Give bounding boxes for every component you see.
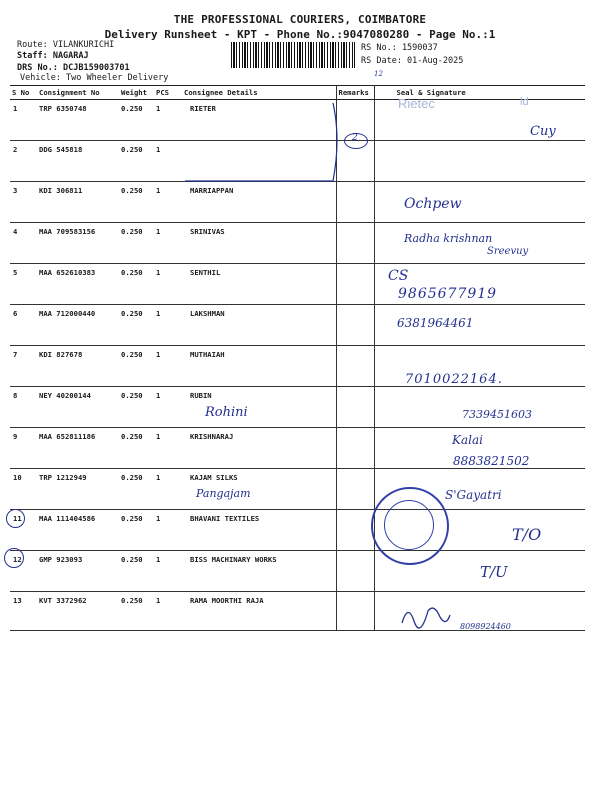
signature-row8: Rohini [205, 405, 248, 420]
col-header-remarks: Remarks [336, 86, 374, 100]
cell-weight: 0.250 [119, 387, 154, 428]
signature-row10b: S'Gayatri [445, 488, 502, 502]
cell-pcs: 1 [154, 223, 182, 264]
cell-sno: 12 [10, 551, 37, 592]
cell-remarks [336, 223, 374, 264]
cell-remarks [336, 387, 374, 428]
cell-weight: 0.250 [119, 510, 154, 551]
col-header-pcs: PCS [154, 86, 182, 100]
col-header-sno: S No [10, 86, 37, 100]
cell-consignee: MARRIAPPAN [182, 182, 336, 223]
cell-remarks [336, 428, 374, 469]
cell-pcs: 1 [154, 428, 182, 469]
phone-row5: 9865677919 [398, 286, 498, 302]
handwritten-mark: 12 [374, 70, 383, 78]
cell-pcs: 1 [154, 346, 182, 387]
cell-consignment-no: MAA 712000440 [37, 305, 119, 346]
cell-weight: 0.250 [119, 141, 154, 182]
col-header-consignment: Consignment No [37, 86, 119, 100]
bracket-mark [183, 99, 343, 185]
cell-consignee: MUTHAIAH [182, 346, 336, 387]
cell-consignment-no: MAA 652610383 [37, 264, 119, 305]
cell-consignment-no: GMP 923093 [37, 551, 119, 592]
table-row [10, 387, 585, 428]
cell-weight: 0.250 [119, 551, 154, 592]
cell-pcs: 1 [154, 305, 182, 346]
cell-weight: 0.250 [119, 469, 154, 510]
cell-consignment-no: DDG 545818 [37, 141, 119, 182]
staff-label: Staff: NAGARAJ [17, 51, 89, 61]
faded-stamp-impression: Rietec [398, 96, 435, 111]
cell-sno: 8 [10, 387, 37, 428]
col-header-seal: Seal & Signature [374, 86, 585, 100]
signature-row13-scribble [398, 597, 453, 637]
cell-consignee: SENTHIL [182, 264, 336, 305]
col-header-weight: Weight [119, 86, 154, 100]
sno-circle-11 [6, 509, 25, 528]
cell-consignee: LAKSHMAN [182, 305, 336, 346]
signature-row10: Pangajam [196, 487, 251, 500]
cell-sno: 5 [10, 264, 37, 305]
cell-consignment-no: KDI 306811 [37, 182, 119, 223]
cell-sno: 11 [10, 510, 37, 551]
rs-date: RS Date: 01-Aug-2025 [361, 56, 464, 66]
cell-consignment-no: KDI 827678 [37, 346, 119, 387]
table-row [10, 223, 585, 264]
cell-consignee: SRINIVAS [182, 223, 336, 264]
cell-pcs: 1 [154, 592, 182, 631]
signature-row3: Ochpew [404, 196, 462, 212]
signature-row9: Kalai [452, 433, 483, 447]
cell-consignee: BHAVANI TEXTILES [182, 510, 336, 551]
cell-sno: 6 [10, 305, 37, 346]
cell-remarks [336, 305, 374, 346]
cell-pcs: 1 [154, 387, 182, 428]
cell-pcs: 1 [154, 141, 182, 182]
cell-remarks [336, 346, 374, 387]
barcode [231, 42, 355, 68]
cell-consignee: BISS MACHINARY WORKS [182, 551, 336, 592]
table-row [10, 182, 585, 223]
faded-stamp-impression-2: ld [520, 96, 529, 108]
cell-consignee: KAJAM SILKS [182, 469, 336, 510]
cell-consignment-no: TRP 1212949 [37, 469, 119, 510]
cell-consignment-no: MAA 652811186 [37, 428, 119, 469]
table-row [10, 264, 585, 305]
table-header-row [10, 86, 585, 100]
col-header-consignee: Consignee Details [182, 86, 336, 100]
phone-row13: 8098924460 [460, 622, 511, 631]
cell-consignment-no: MAA 111404586 [37, 510, 119, 551]
cell-pcs: 1 [154, 182, 182, 223]
cell-consignment-no: TRP 6350748 [37, 100, 119, 141]
cell-pcs: 1 [154, 551, 182, 592]
cell-weight: 0.250 [119, 223, 154, 264]
cell-sno: 7 [10, 346, 37, 387]
cell-sno: 13 [10, 592, 37, 631]
runsheet-title: Delivery Runsheet - KPT - Phone No.:9047080280 - Page No.:1 [104, 28, 496, 41]
cell-pcs: 1 [154, 469, 182, 510]
phone-row8: 7339451603 [462, 408, 532, 421]
cell-remarks [336, 592, 374, 631]
sno-circle-12 [4, 548, 24, 568]
cell-weight: 0.250 [119, 100, 154, 141]
cell-pcs: 1 [154, 264, 182, 305]
cell-seal-signature [374, 387, 585, 428]
cell-pcs: 1 [154, 510, 182, 551]
cell-sno: 2 [10, 141, 37, 182]
cell-consignment-no: KVT 3372962 [37, 592, 119, 631]
cell-weight: 0.250 [119, 305, 154, 346]
rs-number: RS No.: 1590037 [361, 43, 438, 53]
cell-consignee: RIETER [182, 100, 336, 141]
cell-sno: 1 [10, 100, 37, 141]
cell-sno: 10 [10, 469, 37, 510]
phone-row9: 8883821502 [453, 454, 530, 468]
phone-row7: 7010022164. [405, 372, 503, 387]
cell-consignment-no: NEY 40200144 [37, 387, 119, 428]
cell-remarks [336, 510, 374, 551]
drs-label: DRS No.: DCJB159003701 [17, 63, 130, 73]
cell-remarks [336, 551, 374, 592]
cell-consignee: RUBIN [182, 387, 336, 428]
signature-row1: Cuy [530, 124, 556, 139]
signature-row4b: Sreevuy [487, 246, 529, 257]
vehicle-label: Vehicle: Two Wheeler Delivery [20, 73, 169, 83]
table-row [10, 305, 585, 346]
signature-row5: CS [388, 268, 409, 284]
cell-weight: 0.250 [119, 428, 154, 469]
company-title: THE PROFESSIONAL COURIERS, COIMBATORE [173, 13, 427, 26]
phone-row6: 6381964461 [397, 316, 474, 330]
cell-sno: 3 [10, 182, 37, 223]
cell-consignee: RAMA MOORTHI RAJA [182, 592, 336, 631]
cell-weight: 0.250 [119, 346, 154, 387]
cell-weight: 0.250 [119, 182, 154, 223]
remark-number: 2 [352, 133, 358, 143]
cell-remarks [336, 182, 374, 223]
cell-seal-signature [374, 141, 585, 182]
signature-row11: T/O [512, 525, 542, 544]
cell-weight: 0.250 [119, 264, 154, 305]
cell-pcs: 1 [154, 100, 182, 141]
cell-sno: 4 [10, 223, 37, 264]
cell-weight: 0.250 [119, 592, 154, 631]
cell-consignment-no: MAA 709583156 [37, 223, 119, 264]
signature-row4: Radha krishnan [404, 232, 493, 245]
cell-remarks [336, 469, 374, 510]
table-row [10, 510, 585, 551]
route-label: Route: VILANKURICHI [17, 40, 115, 50]
company-seal-inner [384, 500, 434, 550]
cell-sno: 9 [10, 428, 37, 469]
signature-row12: T/U [480, 563, 508, 581]
cell-remarks [336, 264, 374, 305]
cell-consignee: KRISHNARAJ [182, 428, 336, 469]
